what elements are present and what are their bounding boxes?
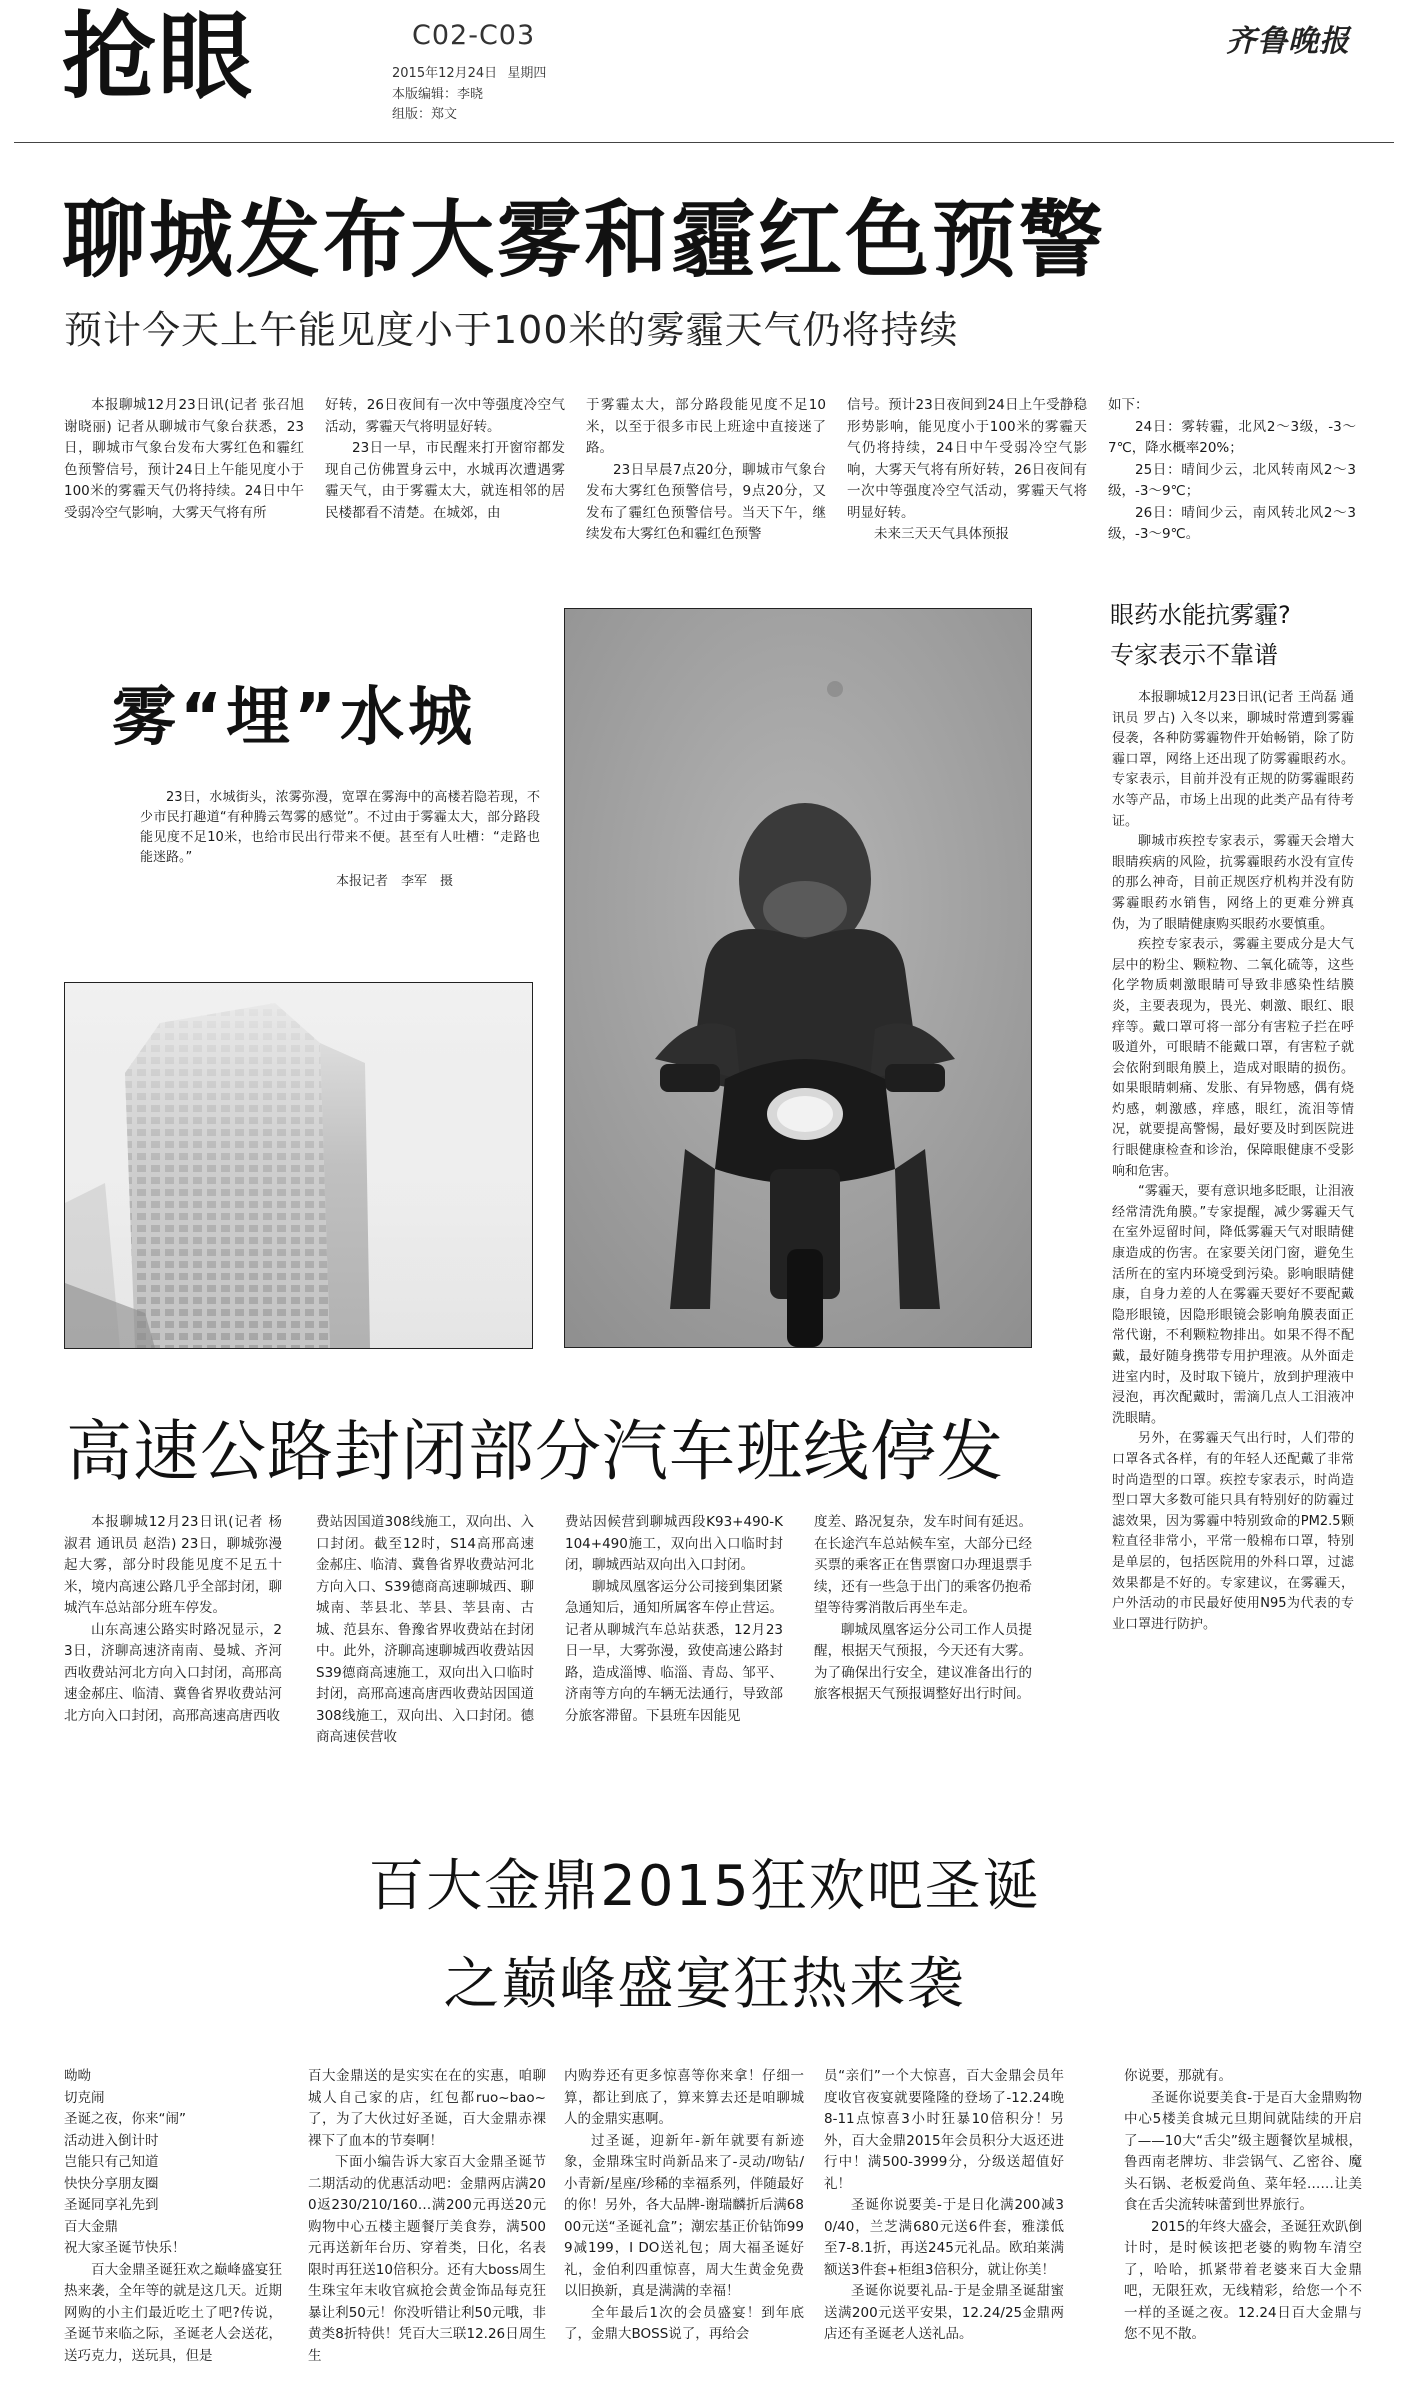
lead-subhead: 预计今天上午能见度小于100米的雾霾天气仍将持续 xyxy=(64,308,959,352)
paragraph: 切克闹 xyxy=(64,2089,105,2106)
promo-headline-1: 百大金鼎2015狂欢吧圣诞 xyxy=(368,1854,1041,1919)
eye-drops-title-2: 专家表示不靠谱 xyxy=(1110,641,1278,669)
issue-date: 2015年12月24日 xyxy=(392,66,498,81)
paragraph: 祝大家圣诞节快乐！ xyxy=(64,2240,186,2256)
paragraph: 度差、路况复杂，发车时间有延迟。在长途汽车总站候车室，大部分已经买票的乘客正在售票窗口办理退票手续，还有一些急于出门的乘客仍抱希望等待雾消散后再坐车走。 xyxy=(814,1514,1032,1616)
paragraph: 费站因候营到聊城西段K93+490-K104+490施工，双向出入口临时封闭，聊城西站双向出入口封闭。 xyxy=(565,1514,783,1573)
paragraph: 快快分享朋友圈 xyxy=(64,2175,159,2192)
paragraph: 你说要，那就有。 xyxy=(1124,2068,1232,2084)
paragraph: 聊城凤凰客运分公司工作人员提醒，根据天气预报，今天还有大雾。为了确保出行安全，建议准备出行的旅客根据天气预报调整好出行时间。 xyxy=(814,1621,1032,1702)
paragraph: 百大金鼎 xyxy=(64,2218,118,2235)
masthead-rule xyxy=(14,142,1394,143)
paragraph: “雾霾天，要有意识地多眨眼，让泪液经常清洗角膜。”专家提醒，减少雾霾天气在室外逗留时间，降低雾霾天气对眼睛健康造成的伤害。在家要关闭门窗，避免生活所在的室内环境受到污染。影响眼睛健康，自身力差的人在雾霾天要好不要配戴隐形眼镜，因隐形眼镜会影响角膜表面正常代谢，不利颗粒物排出。如果不得不配戴，最好随身携带专用护理液。从外面走进室内时，及时取下镜片，放到护理液中浸泡，再次配戴时，需滴几点人工泪液冲洗眼睛。 xyxy=(1112,1184,1354,1426)
page-editor: 本版编辑：李晓 xyxy=(392,87,484,102)
page-range: C02-C03 xyxy=(412,20,536,51)
lead-col4-p2: 未来三天天气具体预报 xyxy=(874,526,1009,542)
lead-column-5 xyxy=(1108,395,1356,567)
promo-column-1 xyxy=(64,2066,282,2367)
paragraph: 聊城凤凰客运分公司接到集团紧急通知后，通知所属客车停止营运。记者从聊城汽车总站获悉，12月23日一早，大雾弥漫，致使高速公路封路，造成淄博、临淄、青岛、邹平、济南等方向的车辆无法通行，导致部分旅客滞留。下县班车因能见 xyxy=(565,1578,783,1724)
paragraph: 员“亲们”一个大惊喜，百大金鼎会员年度收官夜宴就要隆隆的登场了-12.24晚8-11点惊喜3小时狂暴10倍积分！另外，百大金鼎2015年会员积分大返还进行中！满500-3999分，分级送超值好礼！ xyxy=(824,2068,1064,2192)
paragraph: 活动进入倒计时 xyxy=(64,2132,159,2149)
promo-headline-2: 之巅峰盛宴狂热来袭 xyxy=(443,1952,966,2017)
paragraph: 圣诞你说要礼品-于是金鼎圣诞甜蜜送满200元送平安果，12.24/25金鼎两店还有圣诞老人送礼品。 xyxy=(824,2283,1064,2342)
lead-column-1: 本报聊城12月23日讯(记者 张召旭 谢晓丽) 记者从聊城市气象台获悉，23日，聊城市气象台发布大雾红色和霾红色预警信号，预计24日上午能见度小于100米的雾霾天气仍将持续。24日中午受弱冷空气影响，大雾天气将有所 xyxy=(64,397,304,521)
photo-caption: 23日，水城街头，浓雾弥漫，宽罩在雾海中的高楼若隐若现，不少市民打趣道“有种腾云驾雾的感觉”。不过由于雾霾太大，部分路段能见度不足10米，也给市民出行带来不便。甚至有人吐槽：“走路也能迷路。” xyxy=(140,790,540,865)
forecast-24: 24日：雾转霾，北风2～3级，-3～7℃，降水概率20%； xyxy=(1108,418,1356,456)
promo-column-2 xyxy=(308,2066,546,2367)
issue-weekday: 星期四 xyxy=(507,66,547,81)
lead-col3-p2: 23日早晨7点20分，聊城市气象台发布大雾红色预警信号，9点20分，又发布了霾红色预警信号。当天下午，继续发布大雾红色和霾红色预警 xyxy=(586,461,826,542)
paragraph: 本报聊城12月23日讯(记者 杨淑君 通讯员 赵浩) 23日，聊城弥漫起大雾，部分时段能见度不足五十米，境内高速公路几乎全部封闭，聊城汽车总站部分班车停发。 xyxy=(64,1514,282,1616)
paragraph: 圣诞之夜，你来“闹” xyxy=(64,2111,186,2127)
paragraph: 本报聊城12月23日讯(记者 王尚磊 通讯员 罗占) 入冬以来，聊城时常遭到雾霾侵袭，各种防雾霾物件开始畅销，除了防霾口罩，网络上还出现了防雾霾眼药水。专家表示，目前并没有正规的防雾霾眼药水等产品，市场上出现的此类产品有待考证。 xyxy=(1112,690,1354,829)
section-title: 抢眼 xyxy=(62,3,255,112)
paragraph: 疾控专家表示，雾霾主要成分是大气层中的粉尘、颗粒物、二氧化硫等，这些化学物质刺激眼睛可导致非感染性结膜炎，主要表现为，畏光、刺激、眼红、眼痒等。戴口罩可将一部分有害粒子拦在呼吸道外，可眼睛不能戴口罩，有害粒子就会依附到眼角膜上，造成对眼睛的损伤。如果眼睛刺痛、发胀、有异物感，偶有烧灼感，刺激感，痒感，眼红，流泪等情况，就要提高警惕，最好要及时到医院进行眼健康检查和诊治，保障眼健康不受影响和危害。 xyxy=(1112,937,1354,1179)
lead-col2-p2: 23日一早，市民醒来打开窗帘都发现自己仿佛置身云中，水城再次遭遇雾霾天气，由于雾霾太大，就连相邻的居民楼都看不清楚。在城郊，由 xyxy=(325,440,565,521)
scooter-rider-illustration xyxy=(565,609,1031,1347)
promo-column-3 xyxy=(564,2066,804,2346)
paragraph: 全年最后1次的会员盛宴！到年底了，金鼎大BOSS说了，再给会 xyxy=(564,2304,804,2342)
photo-story-title: 雾“埋”水城 xyxy=(112,681,477,755)
paragraph: 聊城市疾控专家表示，雾霾天会增大眼睛疾病的风险，抗雾霾眼药水没有宣传的那么神奇，目前正规医疗机构并没有防雾霾眼药水销售，网络上的更难分辨真伪，为了眼睛健康购买眼药水要慎重。 xyxy=(1112,834,1354,932)
highway-column-4 xyxy=(814,1512,1032,1706)
newspaper-logo: 齐鲁晚报 xyxy=(1226,24,1350,59)
lead-column-2 xyxy=(325,395,565,567)
paragraph: 另外，在雾霾天气出行时，人们带的口罩各式各样，有的年轻人还配戴了非常时尚造型的口罩。疾控专家表示，时尚造型口罩大多数可能只具有特别好的防霾过滤效果，因为雾霾中特别致命的PM2.5颗粒直径非常小，平常一般棉布口罩，特别是单层的，包括医院用的外科口罩，过滤效果都是不好的。专家建议，在雾霾天，户外活动的市民最好使用N95为代表的专业口罩进行防护。 xyxy=(1112,1431,1354,1632)
paragraph: 呦呦 xyxy=(64,2068,91,2084)
paragraph: 下面小编告诉大家百大金鼎圣诞节二期活动的优惠活动吧：金鼎两店满200返230/210/160…满200元再送20元购物中心五楼主题餐厅美食券，满500元再送新年台历、穿着类，日化，名表限时再狂送10倍积分。还有大boss周生生珠宝年末收官疯抢会黄金饰品每克狂暴让利50元！你没听错让利50元哦，非黄类8折特供！凭百大三联12.26日周生生 xyxy=(308,2154,546,2364)
paragraph: 过圣诞，迎新年-新年就要有新迹象，金鼎珠宝时尚新品来了-灵动/吻钻/小青新/星座/珍稀的幸福系列，伴随最好的你！另外，各大品牌-谢瑞麟折后满6800元送“圣诞礼盒”；潮宏基正价钻饰999减199，I DO送礼包；周大福圣诞好礼，金伯利四重惊喜，周大生黄金免费以旧换新，真是满满的幸福！ xyxy=(564,2132,804,2299)
highway-column-3 xyxy=(565,1512,783,1727)
eye-drops-title-1: 眼药水能抗雾霾? xyxy=(1110,601,1291,629)
page-layout-credit: 组版：郑文 xyxy=(392,107,458,122)
lead-headline: 聊城发布大雾和霾红色预警 xyxy=(62,191,1107,289)
lead-col3-p1: 于雾霾太大，部分路段能见度不足10米，以至于很多市民上班途中直接迷了路。 xyxy=(586,397,826,456)
forecast-25: 25日：晴间少云，北风转南风2～3级，-3～9℃； xyxy=(1108,461,1356,499)
lead-col2-p1: 好转，26日夜间有一次中等强度冷空气活动，雾霾天气将明显好转。 xyxy=(325,397,565,435)
paragraph: 圣诞同享礼先到 xyxy=(64,2197,159,2213)
paragraph: 费站因国道308线施工，双向出、入口封闭。截至12时，S14高邢高速金郝庄、临清、冀鲁省界收费站河北方向入口、S39德商高速聊城西、聊城南、莘县北、莘县、莘县南、古城、范县东、鲁豫省界收费站在封闭中。此外，济聊高速聊城西收费站因S39德商高速施工，双向出入口临时封闭，高邢高速高唐西收费站因国道308线施工，双向出、入口封闭。德商高速侯营收 xyxy=(316,1514,534,1745)
paragraph: 圣诞你说要美-于是日化满200减30/40，兰芝满680元送6件套，雅漾低至7-8.1折，再送245元礼品。欧珀莱满额送3件套+柜组3倍积分，就让你美！ xyxy=(824,2197,1064,2278)
lead-col4-p1: 信号。预计23日夜间到24日上午受静稳形势影响，能见度小于100米的雾霾天气仍将持续，24日中午受弱冷空气影响，大雾天气将有所好转，26日夜间有一次中等强度冷空气活动，雾霾天气将明显好转。 xyxy=(847,397,1087,521)
promo-column-5 xyxy=(1124,2066,1362,2346)
paragraph: 圣诞你说要美食-于是百大金鼎购物中心5楼美食城元旦期间就陆续的开启了——10大“舌尖”级主题餐饮星城根，鲁西南老牌坊、非尝锅气、乙密谷、魔头石锅、老板爱尚鱼、菜年轻……让美食在舌尖流转味蕾到世界旅行。 xyxy=(1124,2089,1362,2213)
paragraph: 百大金鼎圣诞狂欢之巅峰盛宴狂热来袭，全年等的就是这几天。近期网购的小主们最近吃土了吧?传说，圣诞节来临之际，圣诞老人会送花，送巧克力，送玩具，但是 xyxy=(64,2261,282,2364)
issue-date-line xyxy=(392,62,546,81)
highway-column-2 xyxy=(316,1512,534,1749)
paragraph: 山东高速公路实时路况显示，23日，济聊高速济南南、曼城、齐河西收费站河北方向入口封闭，高邢高速金郝庄、临清、冀鲁省界收费站河北方向入口封闭，高邢高速高唐西收 xyxy=(64,1621,282,1724)
lead-column-4 xyxy=(847,395,1087,567)
promo-column-4 xyxy=(824,2066,1064,2346)
lead-column-3 xyxy=(586,395,826,567)
paragraph: 百大金鼎送的是实实在在的实惠，咱聊城人自己家的店，红包都ruo~bao~了，为了大伙过好圣诞，百大金鼎赤裸裸下了血本的节奏啊！ xyxy=(308,2068,546,2149)
paragraph: 岂能只有己知道 xyxy=(64,2154,159,2170)
foggy-building-photo xyxy=(64,982,533,1349)
eye-drops-body xyxy=(1112,688,1354,1635)
forecast-26: 26日：晴间少云，南风转北风2～3级，-3～9℃。 xyxy=(1108,504,1356,542)
highway-headline: 高速公路封闭部分汽车班线停发 xyxy=(66,1413,1004,1490)
forecast-intro: 如下： xyxy=(1108,397,1149,413)
paragraph: 内购券还有更多惊喜等你来拿！仔细一算，都让到底了，算来算去还是咱聊城人的金鼎实惠啊。 xyxy=(564,2068,804,2127)
photo-credit: 本报记者 李军 摄 xyxy=(336,874,454,889)
scooter-rider-photo xyxy=(564,608,1032,1348)
paragraph: 2015的年终大盛会，圣诞狂欢趴倒计时，是时候该把老婆的购物车清空了，哈哈，抓紧带着老婆来百大金鼎吧，无限狂欢，无线精彩，给您一个不一样的圣诞之夜。12.24日百大金鼎与您不见不散。 xyxy=(1124,2218,1362,2342)
highway-column-1 xyxy=(64,1512,282,1727)
foggy-building-illustration xyxy=(65,983,532,1348)
